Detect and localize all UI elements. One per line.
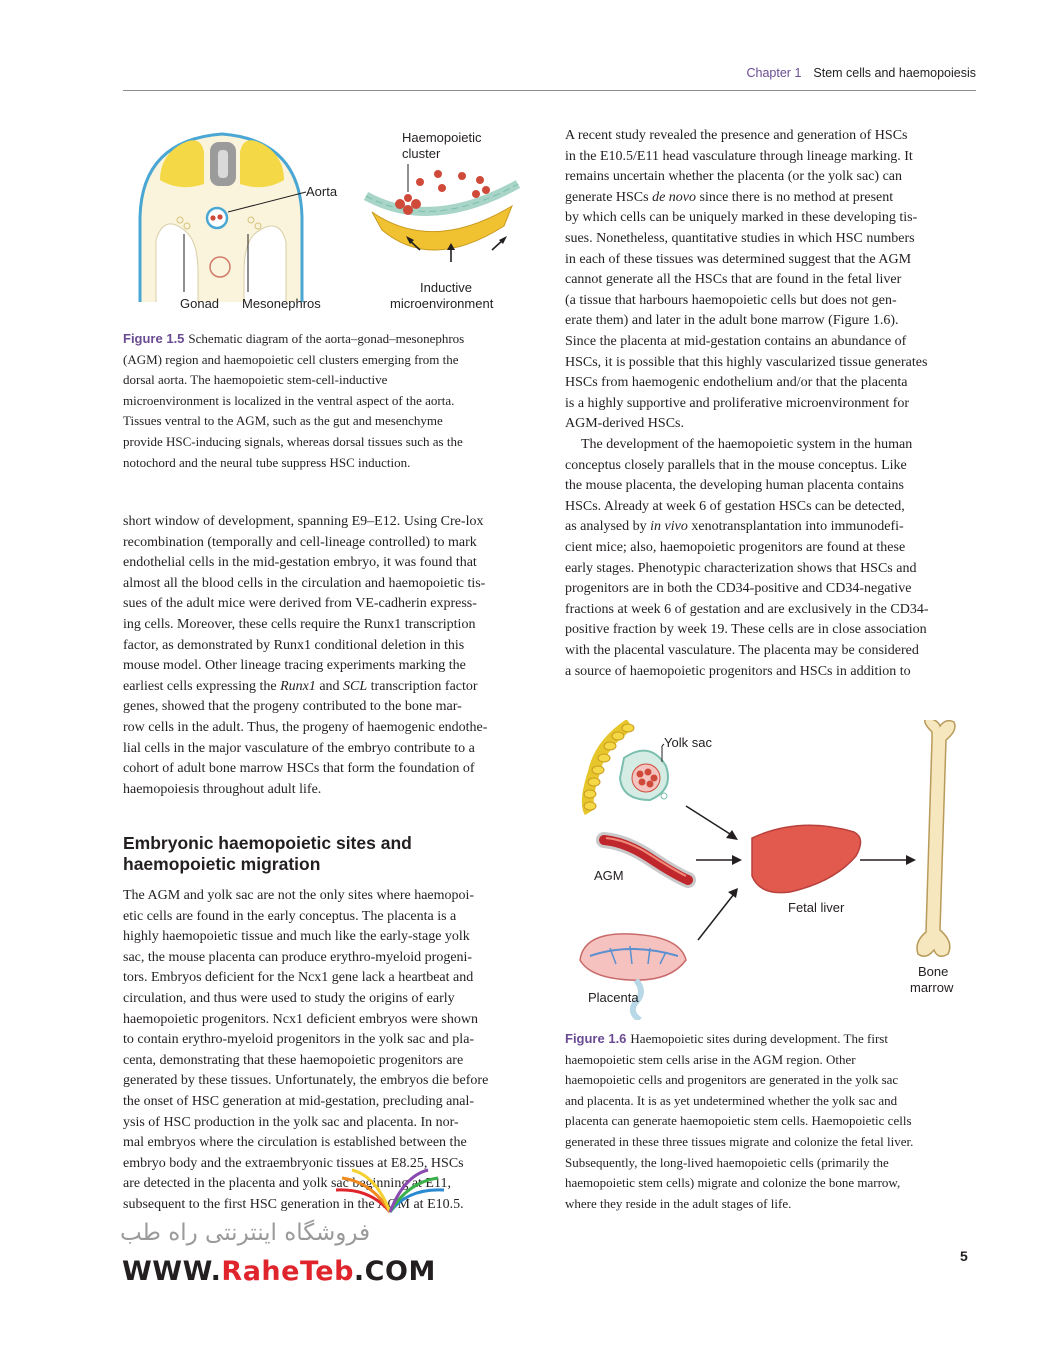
placenta-label: Placenta [588,990,639,1005]
arrow-liver-to-bone [906,855,916,865]
chapter-title: Stem cells and haemopoiesis [813,66,976,80]
header-rule [123,90,976,91]
placenta-illustration [580,934,686,1020]
arrow-yolk-to-liver [726,830,738,840]
chapter-label: Chapter 1 [746,66,802,80]
right-paragraph-2: The development of the haemopoietic system in the human conceptus closely parallels that in the mouse conceptus. Like the mouse placenta, the developing human placenta contains HSCs. Already at week 6 of gestation HSCs can be detected, as analysed by in vivo xenotransplantation into immunodefi- cient mice; also, haemopoietic progenitors are found at these early stages. Phenotypic characterization shows that HSCs and progenitors are in both the CD34-positive and CD34-negative fractions at week 6 of gestation and are exclusively in the CD34- positive fraction by week 19. These cells are in close association with the placental vasculature. The placenta may be considered a source of haemopoietic progenitors and HSCs in addition to [565,437,929,679]
fetal-liver-illustration [752,825,861,892]
inductive-label-line2: microenvironment [390,296,494,311]
arrow-agm-to-liver [732,855,742,865]
section-heading: Embryonic haemopoietic sites and haemopoietic migration [123,833,412,874]
bone-label-line2: marrow [910,980,954,995]
fetal-liver-label: Fetal liver [788,900,845,915]
aorta-label: Aorta [306,184,338,199]
figure-1-6-caption: Figure 1.6 Haemopoietic sites during development. The first haemopoietic stem cells arise in the AGM region. Other haemopoietic cells and progenitors are generated in the yolk sac and placenta. It is as yet undetermined whether the yolk sac and placenta can generate haemopoietic stem cells. Haemopoietic cells generated in these three tissues migrate and colonize the fetal liver. Subsequently, the long-lived haemopoietic cells (primarily the haemopoietic stem cells) migrate and colonize the bone marrow, where they reside in the adult stages of life. [565,1031,914,1211]
yolk-sac-illustration [584,724,668,812]
bone-label-line1: Bone [918,964,949,979]
figure-1-5-caption: Figure 1.5 Schematic diagram of the aorta–gonad–mesonephros (AGM) region and haemopoietic cell clusters emerging from the dorsal aorta. The haemopoietic stem-cell-inductive microenvironment is localized in the ventral aspect of the aorta. Tissues ventral to the AGM, such as the gut and mesenchyme provide HSC-inducing signals, whereas dorsal tissues such as the notochord and the neural tube suppress HSC induction. [123,331,465,470]
left-paragraph-1: short window of development, spanning E9–E12. Using Cre-lox recombination (temporally and cell-lineage controlled) to mark endothelial cells in the mid-gestation embryo, it was found that almost all the blood cells in the circulation and haemopoietic tis- sues of the adult mice were derived from VE-cadherin express- ing cells. Moreover, these cells require the Runx1 transcription factor, as demonstrated by Runx1 conditional deletion in this mouse model. Other lineage tracing experiments marking the earliest cells expressing the Runx1 and SCL transcription factor genes, showed that the progeny contributed to the bone mar- row cells in the adult. Thus, the progeny of haemogenic endothe- lial cells in the major vasculature of the embryo contribute to a cohort of adult bone marrow HSCs that form the foundation of haemopoiesis throughout adult life. [123,514,488,797]
watermark-url: WWW.RaheTeb.COM [122,1256,436,1287]
aorta-section [207,208,227,228]
mesonephros-label: Mesonephros [242,296,321,311]
arrow-placenta-to-liver [728,888,738,898]
cluster-label-line1: Haemopoietic [402,130,482,145]
figure-1-6-diagram [570,720,980,1020]
figure-1-5-diagram [120,122,540,322]
left-paragraph-2: The AGM and yolk sac are not the only sites where haemopoi- etic cells are found in the early conceptus. The placenta is a highly haemopoietic tissue and much like the early-stage yolk sac, the mouse placenta can produce erythro-myeloid progeni- tors. Embryos deficient for the Ncx1 gene lack a heartbeat and circulation, and thus were used to study the origins of early haemopoietic progenitors. Ncx1 deficient embryos were shown to contain erythro-myeloid progenitors in the yolk sac and pla- centa, demonstrating that these haemopoietic progenitors are generated by these tissues. Unfortunately, the embryos die before the onset of HSC generation at mid-gestation, precluding anal- ysis of HSC production in the yolk sac and placenta. In nor- mal embryos where the circulation is established between the embryo body and the extraembryonic tissues at E8.25, HSCs are detected in the placenta and yolk sac beginning at E11, subsequent to the first HSC generation in the AGM at E10.5. [123,888,489,1212]
watermark-book-logo [330,1168,450,1218]
watermark-persian-text: فروشگاه اینترنتی راه طب [120,1220,371,1246]
inductive-label-line1: Inductive [420,280,473,295]
running-head [123,66,976,80]
figure-1-5-label: Figure 1.5 [123,331,185,346]
cluster-label-line2: cluster [402,146,441,161]
gonad-label: Gonad [180,296,220,311]
agm-label: AGM [594,868,624,883]
bone-illustration [917,720,955,956]
yolk-sac-label: Yolk sac [664,735,712,750]
page-number: 5 [960,1248,968,1264]
right-paragraph-1: A recent study revealed the presence and generation of HSCs in the E10.5/E11 head vasculature through lineage marking. It remains uncertain whether the placenta (or the yolk sac) can generate HSCs de novo since there is no method at present by which cells can be uniquely marked in these developing tis- sues. Nonetheless, quantitative studies in which HSC numbers in each of these tissues was determined suggest that the AGM cannot generate all the HSCs that are found in the fetal liver (a tissue that harbours haemopoietic cells but does not gen- erate them) and later in the adult bone marrow (Figure 1.6). Since the placenta at mid-gestation contains an abundance of HSCs, it is possible that this highly vascularized tissue generates HSCs from haemogenic endothelium and/or that the placenta is a highly supportive and proliferative microenvironment for AGM-derived HSCs. [565,128,928,432]
figure-1-6-label: Figure 1.6 [565,1031,627,1046]
